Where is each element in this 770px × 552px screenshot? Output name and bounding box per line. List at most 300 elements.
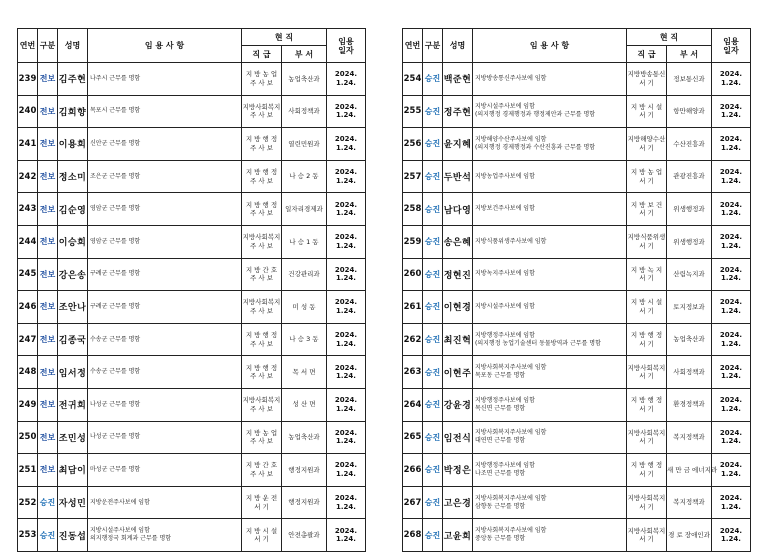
row-detail-line1: 지방사회복지주사보에 임함 bbox=[475, 429, 547, 437]
row-date-year: 2024. bbox=[334, 396, 358, 405]
row-number: 260 bbox=[403, 258, 423, 291]
row-number: 252 bbox=[18, 486, 38, 519]
row-date-year: 2024. bbox=[334, 298, 358, 307]
row-rank bbox=[627, 225, 667, 258]
row-rank bbox=[242, 421, 282, 454]
row-rank-line2: 주 사 보 bbox=[250, 176, 273, 185]
row-date bbox=[712, 421, 751, 454]
row-rank bbox=[627, 128, 667, 161]
row-date-monthday: 1.24. bbox=[336, 78, 356, 87]
row-category: 승진 bbox=[423, 421, 443, 454]
row-detail bbox=[88, 356, 242, 389]
row-detail bbox=[88, 63, 242, 96]
row-rank-line2: 서 기 bbox=[639, 306, 654, 315]
row-rank-line1: 지 방 시 설 bbox=[630, 102, 663, 111]
row-category: 승진 bbox=[423, 291, 443, 324]
row-dept: 사회정책과 bbox=[282, 95, 327, 128]
row-rank bbox=[242, 63, 282, 96]
row-dept: 나 승 3 동 bbox=[282, 323, 327, 356]
row-name: 최담이 bbox=[58, 454, 88, 487]
row-rank-line2: 서 기 bbox=[639, 404, 654, 413]
row-detail-line1: 나성군 근무를 명함 bbox=[90, 433, 141, 441]
row-detail bbox=[473, 95, 627, 128]
row-rank bbox=[627, 519, 667, 552]
table-row bbox=[403, 454, 751, 487]
row-rank bbox=[242, 193, 282, 226]
row-date bbox=[712, 95, 751, 128]
row-detail-line1: 신안군 근무를 명함 bbox=[90, 139, 141, 147]
row-date-year: 2024. bbox=[719, 298, 743, 307]
row-rank-line2: 서 기 bbox=[639, 143, 654, 152]
row-detail-line1: 지방사회복지주사보에 임함 bbox=[475, 364, 547, 372]
row-detail bbox=[88, 258, 242, 291]
row-date-monthday: 1.24. bbox=[336, 502, 356, 511]
row-date-year: 2024. bbox=[334, 233, 358, 242]
row-number: 251 bbox=[18, 454, 38, 487]
header-date-line2: 일자 bbox=[723, 45, 739, 55]
row-rank-line1: 지방식품위생 bbox=[627, 233, 666, 242]
row-detail-line1: 지방행정주사보에 임함 bbox=[475, 331, 535, 339]
row-detail-line1: 수송군 근무를 명함 bbox=[90, 335, 141, 343]
row-rank bbox=[242, 323, 282, 356]
row-number: 261 bbox=[403, 291, 423, 324]
row-date-monthday: 1.24. bbox=[336, 241, 356, 250]
row-dept: 산림녹지과 bbox=[667, 258, 712, 291]
row-category: 승진 bbox=[423, 258, 443, 291]
row-rank-line2: 주 사 보 bbox=[250, 306, 273, 315]
row-detail bbox=[88, 225, 242, 258]
row-rank-line1: 지방사회복지 bbox=[242, 396, 281, 405]
header-current: 현 직 bbox=[627, 29, 712, 46]
row-detail-line2: (의지행정 경제행정과 수산진흥과 근무를 명함 bbox=[475, 143, 596, 151]
row-name: 이현주 bbox=[443, 356, 473, 389]
row-dept: 새 만 금 에너지과 bbox=[667, 454, 712, 487]
row-detail-line1: 지방보건주사보에 임함 bbox=[475, 205, 535, 213]
row-date-year: 2024. bbox=[334, 461, 358, 470]
row-detail bbox=[473, 160, 627, 193]
row-detail-line1: 지방사회복지주사보에 임함 bbox=[475, 527, 547, 535]
row-number: 247 bbox=[18, 323, 38, 356]
row-date-year: 2024. bbox=[334, 200, 358, 209]
row-dept: 농업축산과 bbox=[667, 323, 712, 356]
row-date-monthday: 1.24. bbox=[721, 209, 741, 218]
row-rank-line2: 주 사 보 bbox=[250, 469, 273, 478]
table-row bbox=[18, 160, 366, 193]
row-rank-line2: 주 사 보 bbox=[250, 78, 273, 87]
row-detail bbox=[88, 95, 242, 128]
row-detail-line1: 영암군 근무를 명함 bbox=[90, 237, 141, 245]
table-row bbox=[403, 63, 751, 96]
row-name: 정소미 bbox=[58, 160, 88, 193]
row-detail-line2: (의지행정 경제행정과 행정제안과 근무를 명함 bbox=[475, 111, 596, 119]
row-name: 백준현 bbox=[443, 63, 473, 96]
row-rank bbox=[242, 160, 282, 193]
row-date bbox=[327, 193, 366, 226]
row-rank-line1: 지 방 행 정 bbox=[630, 461, 663, 470]
header-category: 구분 bbox=[423, 29, 443, 63]
row-date-monthday: 1.24. bbox=[721, 437, 741, 446]
row-rank-line2: 주 사 보 bbox=[250, 274, 273, 283]
row-name: 조안나 bbox=[58, 291, 88, 324]
row-detail-line2: (의지행정 농업기술센터 동물방역과 근무를 명함 bbox=[475, 339, 601, 347]
row-rank-line1: 지 방 녹 지 bbox=[630, 265, 663, 274]
row-category: 전보 bbox=[38, 258, 58, 291]
table-row bbox=[403, 193, 751, 226]
row-rank bbox=[627, 95, 667, 128]
row-rank-line2: 서 기 bbox=[639, 176, 654, 185]
row-rank bbox=[627, 193, 667, 226]
row-number: 242 bbox=[18, 160, 38, 193]
row-rank-line2: 서 기 bbox=[639, 339, 654, 348]
row-dept: 나 승 1 동 bbox=[282, 225, 327, 258]
row-rank-line1: 지방사회복지 bbox=[242, 233, 281, 242]
row-detail-line1: 지방운전주사보에 임함 bbox=[90, 498, 150, 506]
row-dept: 일자리경제과 bbox=[282, 193, 327, 226]
row-detail-line1: 구례군 근무를 명함 bbox=[90, 270, 141, 278]
row-rank-line1: 지 방 행 정 bbox=[245, 200, 278, 209]
row-date-monthday: 1.24. bbox=[336, 372, 356, 381]
row-rank-line1: 지방사회복지 bbox=[627, 428, 666, 437]
table-row bbox=[403, 225, 751, 258]
row-number: 258 bbox=[403, 193, 423, 226]
row-rank bbox=[627, 454, 667, 487]
row-name: 김종국 bbox=[58, 323, 88, 356]
row-category: 승진 bbox=[423, 388, 443, 421]
row-rank bbox=[242, 486, 282, 519]
row-detail bbox=[88, 454, 242, 487]
row-date-monthday: 1.24. bbox=[721, 469, 741, 478]
row-rank bbox=[242, 454, 282, 487]
row-detail bbox=[473, 193, 627, 226]
row-dept: 토지정보과 bbox=[667, 291, 712, 324]
row-rank-line1: 지 방 운 전 bbox=[245, 494, 278, 503]
row-date-year: 2024. bbox=[719, 135, 743, 144]
row-number: 243 bbox=[18, 193, 38, 226]
row-rank-line2: 서 기 bbox=[639, 274, 654, 283]
row-category: 전보 bbox=[38, 323, 58, 356]
header-rank: 직 급 bbox=[627, 46, 667, 63]
row-detail-line1: 지방방송통신주사보에 임함 bbox=[475, 74, 547, 82]
row-date-year: 2024. bbox=[719, 396, 743, 405]
header-rank: 직 급 bbox=[242, 46, 282, 63]
row-category: 승진 bbox=[423, 193, 443, 226]
row-date-monthday: 1.24. bbox=[721, 535, 741, 544]
row-category: 승진 bbox=[423, 95, 443, 128]
row-rank bbox=[242, 258, 282, 291]
row-dept: 안전총괄과 bbox=[282, 519, 327, 552]
row-date-monthday: 1.24. bbox=[721, 339, 741, 348]
row-date-monthday: 1.24. bbox=[336, 535, 356, 544]
row-dept: 사회정책과 bbox=[667, 356, 712, 389]
row-rank-line1: 지 방 농 업 bbox=[245, 428, 278, 437]
row-detail-line1: 지방시설주사보에 임함 bbox=[475, 103, 535, 111]
row-rank-line2: 주 사 보 bbox=[250, 437, 273, 446]
row-category: 전보 bbox=[38, 128, 58, 161]
row-date-monthday: 1.24. bbox=[721, 176, 741, 185]
row-date-monthday: 1.24. bbox=[721, 306, 741, 315]
row-date bbox=[712, 486, 751, 519]
header-date-line2: 일자 bbox=[338, 45, 354, 55]
row-date-monthday: 1.24. bbox=[336, 469, 356, 478]
row-date bbox=[327, 454, 366, 487]
row-date-year: 2024. bbox=[719, 428, 743, 437]
table-row bbox=[18, 193, 366, 226]
row-detail bbox=[473, 225, 627, 258]
row-date-year: 2024. bbox=[719, 168, 743, 177]
row-detail-line1: 영암군 근무를 명함 bbox=[90, 205, 141, 213]
row-number: 265 bbox=[403, 421, 423, 454]
row-date-year: 2024. bbox=[719, 526, 743, 535]
row-date-year: 2024. bbox=[719, 233, 743, 242]
row-date-monthday: 1.24. bbox=[336, 339, 356, 348]
row-rank-line2: 주 사 보 bbox=[250, 143, 273, 152]
header-date-line1: 임용 bbox=[338, 36, 354, 46]
header-name: 성명 bbox=[58, 29, 88, 63]
header-number: 연번 bbox=[18, 29, 38, 63]
row-date bbox=[327, 519, 366, 552]
row-date-year: 2024. bbox=[719, 363, 743, 372]
row-name: 임전식 bbox=[443, 421, 473, 454]
row-detail bbox=[473, 128, 627, 161]
row-detail bbox=[473, 323, 627, 356]
row-category: 승진 bbox=[423, 356, 443, 389]
row-rank bbox=[242, 519, 282, 552]
row-number: 255 bbox=[403, 95, 423, 128]
row-category: 승진 bbox=[423, 486, 443, 519]
table-row bbox=[18, 388, 366, 421]
row-dept: 수산진흥과 bbox=[667, 128, 712, 161]
table-row bbox=[18, 323, 366, 356]
row-date bbox=[712, 225, 751, 258]
row-detail bbox=[473, 388, 627, 421]
table-row bbox=[403, 258, 751, 291]
row-date-year: 2024. bbox=[334, 70, 358, 79]
row-category: 승진 bbox=[423, 323, 443, 356]
row-date bbox=[327, 128, 366, 161]
row-date-monthday: 1.24. bbox=[721, 404, 741, 413]
row-number: 253 bbox=[18, 519, 38, 552]
row-date bbox=[327, 323, 366, 356]
row-date-year: 2024. bbox=[334, 168, 358, 177]
row-rank-line1: 지 방 간 호 bbox=[245, 461, 278, 470]
row-rank-line1: 지 방 농 업 bbox=[630, 168, 663, 177]
row-date bbox=[712, 519, 751, 552]
row-detail bbox=[88, 291, 242, 324]
row-detail-line2: 의지행정국 회계과 근무를 명함 bbox=[90, 535, 172, 543]
row-dept: 농업축산과 bbox=[282, 421, 327, 454]
row-detail-line1: 지방농업주사보에 임함 bbox=[475, 172, 535, 180]
header-detail: 임 용 사 항 bbox=[473, 29, 627, 63]
row-detail-line1: 마성군 근무를 명함 bbox=[90, 465, 141, 473]
row-date-monthday: 1.24. bbox=[336, 176, 356, 185]
row-rank-line2: 서 기 bbox=[639, 372, 654, 381]
row-rank bbox=[627, 291, 667, 324]
header-current: 현 직 bbox=[242, 29, 327, 46]
row-name: 임서정 bbox=[58, 356, 88, 389]
row-date-monthday: 1.24. bbox=[721, 111, 741, 120]
row-detail-line1: 목포시 근무를 명함 bbox=[90, 107, 141, 115]
row-detail bbox=[88, 323, 242, 356]
table-row bbox=[18, 63, 366, 96]
row-name: 이현경 bbox=[443, 291, 473, 324]
row-dept: 열린민원과 bbox=[282, 128, 327, 161]
row-number: 254 bbox=[403, 63, 423, 96]
table-row bbox=[18, 421, 366, 454]
row-date bbox=[712, 356, 751, 389]
row-number: 263 bbox=[403, 356, 423, 389]
row-category: 전보 bbox=[38, 356, 58, 389]
row-date bbox=[327, 388, 366, 421]
row-rank-line2: 서 기 bbox=[254, 535, 269, 544]
row-detail bbox=[473, 258, 627, 291]
row-category: 전보 bbox=[38, 291, 58, 324]
row-category: 전보 bbox=[38, 454, 58, 487]
row-detail bbox=[473, 486, 627, 519]
row-rank-line1: 지 방 행 정 bbox=[630, 396, 663, 405]
row-category: 승진 bbox=[423, 225, 443, 258]
table-row bbox=[18, 356, 366, 389]
row-date-monthday: 1.24. bbox=[721, 502, 741, 511]
row-date bbox=[327, 486, 366, 519]
row-number: 268 bbox=[403, 519, 423, 552]
row-date-monthday: 1.24. bbox=[721, 274, 741, 283]
header-date bbox=[712, 29, 751, 63]
row-detail bbox=[473, 421, 627, 454]
row-date-year: 2024. bbox=[334, 265, 358, 274]
row-detail-line2: 목포동 근무를 명함 bbox=[475, 372, 526, 380]
row-detail bbox=[473, 63, 627, 96]
row-category: 전보 bbox=[38, 225, 58, 258]
row-date-year: 2024. bbox=[334, 102, 358, 111]
row-detail bbox=[88, 160, 242, 193]
row-detail-line2: 대연면 근무를 명함 bbox=[475, 437, 526, 445]
row-rank bbox=[627, 160, 667, 193]
row-date bbox=[327, 291, 366, 324]
row-date bbox=[712, 388, 751, 421]
row-detail bbox=[473, 454, 627, 487]
row-rank bbox=[242, 291, 282, 324]
row-date-year: 2024. bbox=[719, 494, 743, 503]
row-category: 전보 bbox=[38, 388, 58, 421]
row-detail-line1: 수송군 근무를 명함 bbox=[90, 368, 141, 376]
table-row bbox=[18, 225, 366, 258]
row-detail bbox=[88, 388, 242, 421]
row-rank-line1: 지방사회복지 bbox=[627, 526, 666, 535]
table-row bbox=[18, 128, 366, 161]
row-date-monthday: 1.24. bbox=[336, 404, 356, 413]
row-detail-line1: 나성군 근무를 명함 bbox=[90, 400, 141, 408]
row-dept: 목 서 면 bbox=[282, 356, 327, 389]
table-row bbox=[403, 323, 751, 356]
row-category: 전보 bbox=[38, 193, 58, 226]
row-number: 241 bbox=[18, 128, 38, 161]
row-name: 김주현 bbox=[58, 63, 88, 96]
header-detail: 임 용 사 항 bbox=[88, 29, 242, 63]
row-date-year: 2024. bbox=[334, 428, 358, 437]
table-row bbox=[403, 128, 751, 161]
row-number: 256 bbox=[403, 128, 423, 161]
row-rank bbox=[242, 225, 282, 258]
row-rank-line1: 지방사회복지 bbox=[627, 363, 666, 372]
row-date-monthday: 1.24. bbox=[721, 372, 741, 381]
row-rank bbox=[627, 258, 667, 291]
table-row bbox=[18, 454, 366, 487]
row-rank bbox=[627, 356, 667, 389]
row-date-year: 2024. bbox=[334, 135, 358, 144]
row-detail bbox=[88, 519, 242, 552]
row-date-year: 2024. bbox=[334, 331, 358, 340]
table-row bbox=[18, 95, 366, 128]
row-number: 246 bbox=[18, 291, 38, 324]
row-date-monthday: 1.24. bbox=[721, 78, 741, 87]
row-name: 김순영 bbox=[58, 193, 88, 226]
row-date bbox=[327, 225, 366, 258]
row-date bbox=[327, 63, 366, 96]
row-rank-line1: 지방해양수산 bbox=[627, 135, 666, 144]
row-rank bbox=[242, 388, 282, 421]
row-dept: 복지정책과 bbox=[667, 421, 712, 454]
row-category: 승진 bbox=[423, 128, 443, 161]
row-date bbox=[712, 63, 751, 96]
row-detail bbox=[473, 356, 627, 389]
row-name: 강은송 bbox=[58, 258, 88, 291]
row-name: 송은혜 bbox=[443, 225, 473, 258]
row-detail-line1: 구례군 근무를 명함 bbox=[90, 302, 141, 310]
row-rank-line1: 지 방 시 설 bbox=[245, 526, 278, 535]
row-date-monthday: 1.24. bbox=[721, 143, 741, 152]
row-date bbox=[327, 160, 366, 193]
row-detail-line2: 중앙동 근무를 명함 bbox=[475, 535, 526, 543]
row-rank-line1: 지방방송통신 bbox=[627, 70, 666, 79]
row-detail bbox=[88, 193, 242, 226]
row-rank-line2: 서 기 bbox=[254, 502, 269, 511]
row-rank-line1: 지 방 행 정 bbox=[245, 135, 278, 144]
row-number: 239 bbox=[18, 63, 38, 96]
row-name: 고은경 bbox=[443, 486, 473, 519]
row-number: 240 bbox=[18, 95, 38, 128]
row-rank-line2: 주 사 보 bbox=[250, 372, 273, 381]
row-rank-line2: 주 사 보 bbox=[250, 339, 273, 348]
row-category: 전보 bbox=[38, 63, 58, 96]
header-dept: 부 서 bbox=[282, 46, 327, 63]
row-date bbox=[712, 291, 751, 324]
row-date bbox=[712, 258, 751, 291]
table-row bbox=[403, 519, 751, 552]
row-category: 전보 bbox=[38, 421, 58, 454]
row-date-monthday: 1.24. bbox=[336, 274, 356, 283]
row-rank-line2: 서 기 bbox=[639, 111, 654, 120]
row-date-monthday: 1.24. bbox=[336, 143, 356, 152]
row-date-year: 2024. bbox=[719, 102, 743, 111]
row-category: 승진 bbox=[38, 519, 58, 552]
right-appointment-table bbox=[402, 28, 751, 552]
row-rank-line2: 서 기 bbox=[639, 241, 654, 250]
row-rank-line2: 서 기 bbox=[639, 78, 654, 87]
row-rank-line1: 지방사회복지 bbox=[627, 494, 666, 503]
row-detail-line1: 지방시설주사보에 임함 bbox=[90, 527, 150, 535]
table-row bbox=[403, 95, 751, 128]
row-detail-line1: 지방행정주사보에 임함 bbox=[475, 396, 535, 404]
row-date bbox=[327, 95, 366, 128]
row-name: 전귀희 bbox=[58, 388, 88, 421]
row-rank-line1: 지 방 행 정 bbox=[245, 331, 278, 340]
row-rank bbox=[627, 486, 667, 519]
row-rank-line2: 서 기 bbox=[639, 469, 654, 478]
row-date-monthday: 1.24. bbox=[336, 209, 356, 218]
table-row bbox=[403, 356, 751, 389]
row-date bbox=[712, 160, 751, 193]
row-dept: 미 성 동 bbox=[282, 291, 327, 324]
